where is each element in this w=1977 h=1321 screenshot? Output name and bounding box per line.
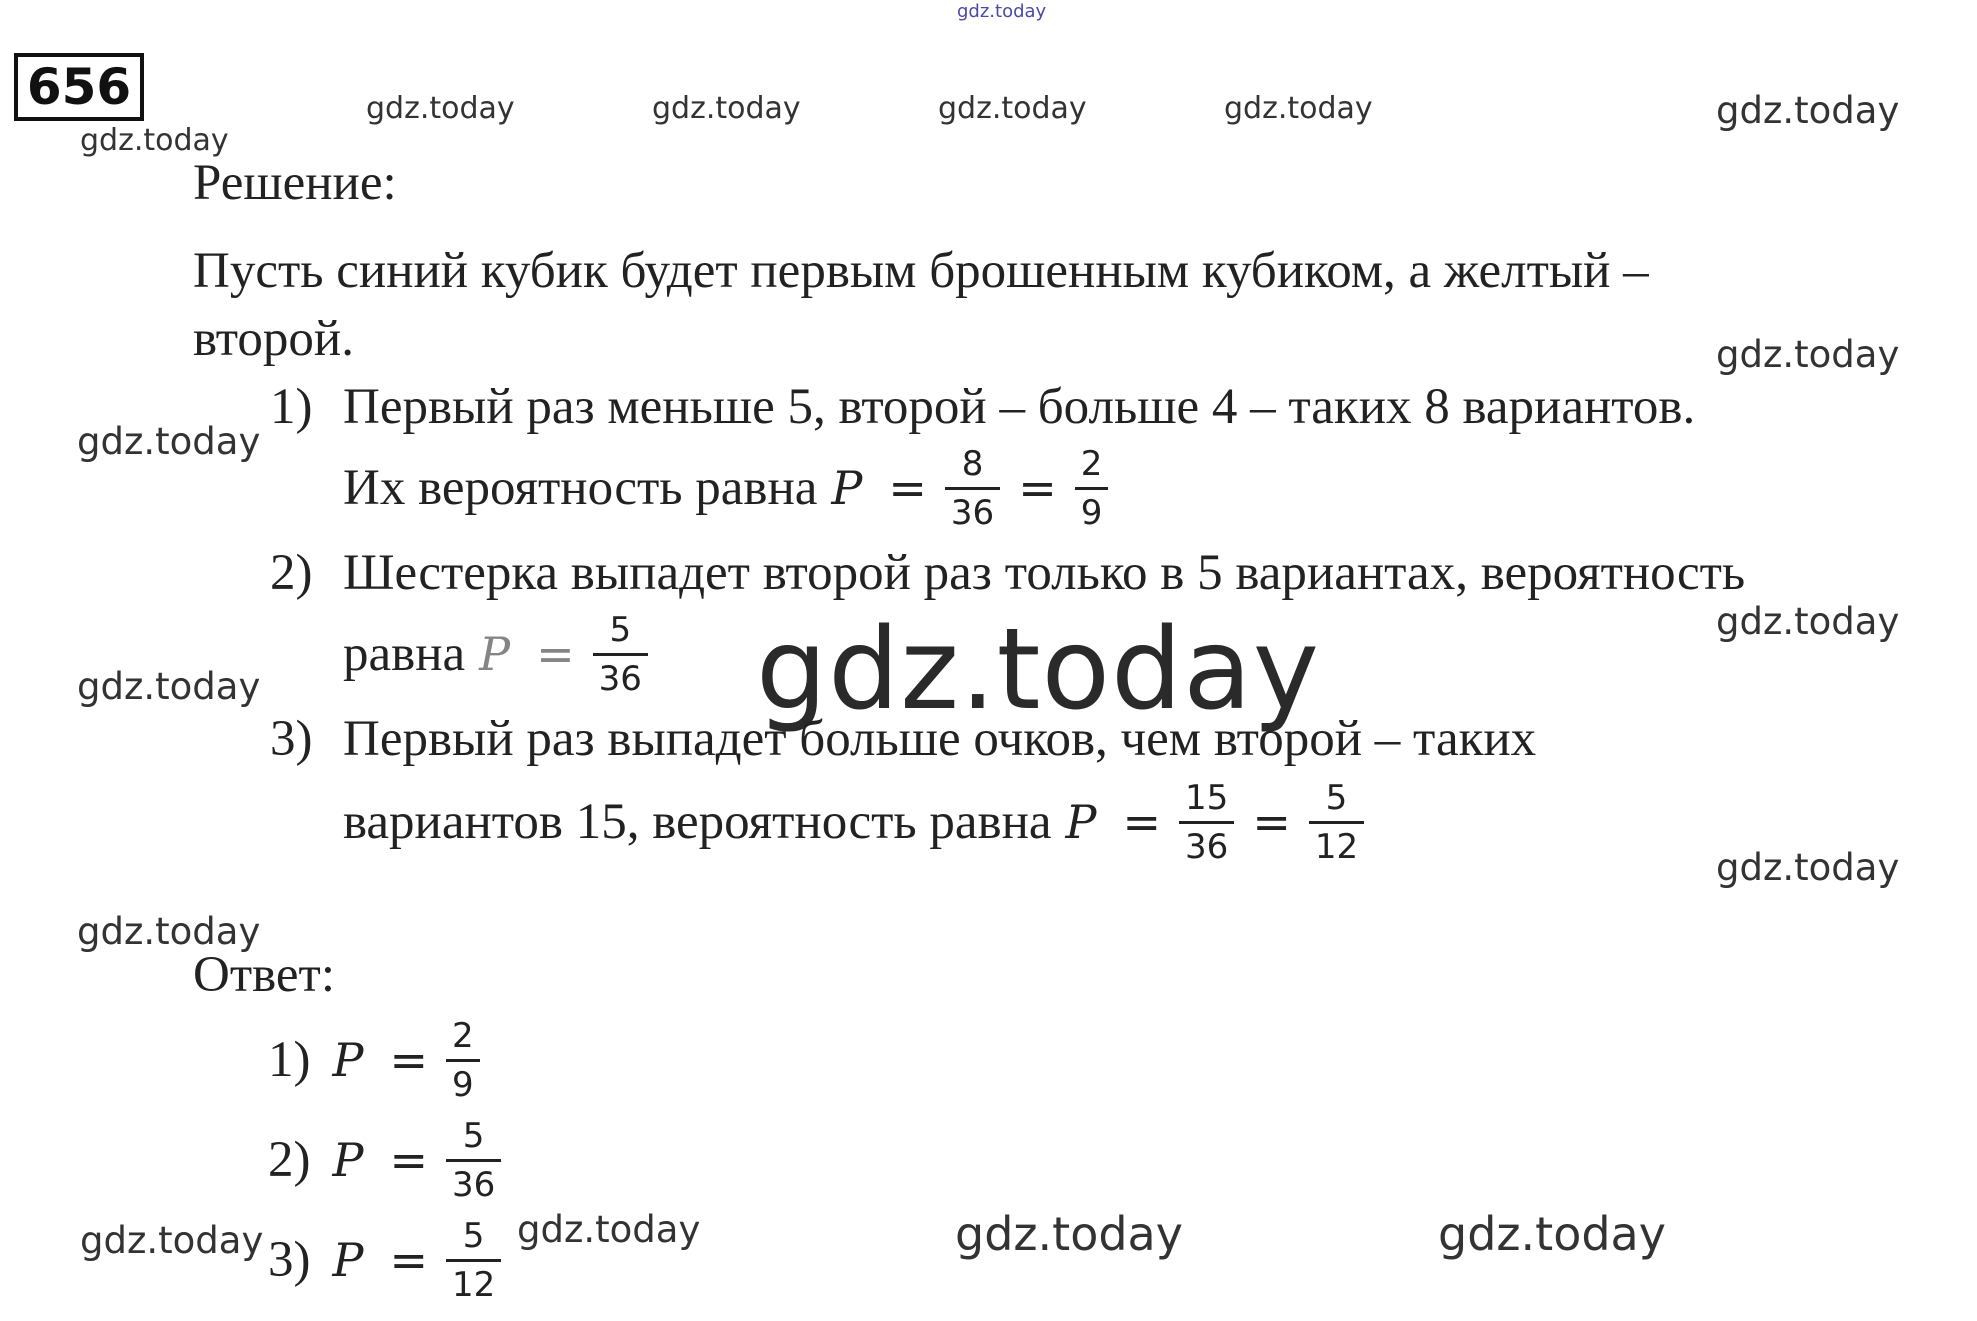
watermark: gdz.today xyxy=(517,1208,701,1251)
answer-1-number: 1) xyxy=(268,1031,311,1088)
watermark-top-center: gdz.today xyxy=(957,1,1047,22)
item-2-number: 2) xyxy=(270,545,313,601)
item-2-line-2 xyxy=(343,604,652,704)
watermark: gdz.today xyxy=(80,1219,264,1262)
watermark: gdz.today xyxy=(77,910,261,953)
fraction-numerator: 5 xyxy=(462,1115,485,1156)
equals-sign: = xyxy=(389,1033,428,1087)
fraction-numerator: 15 xyxy=(1185,777,1229,818)
watermark: gdz.today xyxy=(366,91,515,126)
item-1-number: 1) xyxy=(270,379,313,435)
fraction xyxy=(1179,777,1234,867)
item-1-line-1: Первый раз меньше 5, второй – больше 4 – таких 8 вариантов. xyxy=(343,379,1696,435)
fraction-denominator: 12 xyxy=(1314,826,1359,867)
answer-2-number: 2) xyxy=(268,1131,311,1188)
fraction-denominator: 9 xyxy=(451,1064,474,1105)
watermark: gdz.today xyxy=(77,665,261,708)
problem-number-badge: 656 xyxy=(14,53,144,121)
fraction xyxy=(446,1115,501,1205)
math-variable-p: P xyxy=(1065,795,1097,849)
item-3-line-2 xyxy=(343,772,1368,872)
item-3-number: 3) xyxy=(270,711,313,767)
fraction-numerator: 5 xyxy=(1325,777,1348,818)
intro-line-2: второй. xyxy=(193,311,354,367)
item-1-line-2-text: Их вероятность равна xyxy=(343,459,818,516)
answer-3 xyxy=(268,1210,505,1310)
answer-heading: Ответ: xyxy=(193,947,335,1003)
fraction-numerator: 2 xyxy=(1080,443,1103,484)
watermark: gdz.today xyxy=(1438,1207,1666,1261)
fraction-denominator: 36 xyxy=(950,492,995,533)
answer-3-number: 3) xyxy=(268,1231,311,1288)
watermark: gdz.today xyxy=(1716,600,1900,643)
equals-sign: = xyxy=(389,1133,428,1187)
equals-sign: = xyxy=(389,1233,428,1287)
item-2-line-1: Шестерка выпадет второй раз только в 5 вариантах, вероятность xyxy=(343,545,1746,601)
equals-sign: = xyxy=(1252,795,1291,849)
equals-sign: = xyxy=(1018,461,1057,515)
equals-sign: = xyxy=(888,461,927,515)
fraction xyxy=(446,1215,501,1305)
math-variable-p: P xyxy=(479,627,511,681)
equals-sign: = xyxy=(1122,795,1162,849)
math-variable-p: P xyxy=(332,1033,364,1087)
item-1-line-2 xyxy=(343,438,1112,538)
math-variable-p: P xyxy=(831,461,863,515)
watermark: gdz.today xyxy=(1716,846,1900,889)
watermark: gdz.today xyxy=(80,123,229,158)
watermark: gdz.today xyxy=(955,1207,1183,1261)
watermark: gdz.today xyxy=(938,91,1087,126)
fraction xyxy=(446,1015,480,1105)
fraction-denominator: 9 xyxy=(1080,492,1103,533)
watermark: gdz.today xyxy=(1224,91,1373,126)
equals-sign: = xyxy=(536,627,575,681)
math-variable-p: P xyxy=(332,1233,364,1287)
fraction-numerator: 2 xyxy=(451,1015,474,1056)
watermark: gdz.today xyxy=(77,420,261,463)
watermark: gdz.today xyxy=(652,91,801,126)
fraction-numerator: 5 xyxy=(462,1215,485,1256)
fraction xyxy=(945,443,1000,533)
item-2-line-2-text: равна xyxy=(343,625,466,682)
fraction xyxy=(1075,443,1109,533)
watermark: gdz.today xyxy=(1716,89,1900,132)
answer-2 xyxy=(268,1110,505,1210)
solution-heading: Решение: xyxy=(193,155,397,211)
item-3-line-1: Первый раз выпадет больше очков, чем второй – таких xyxy=(343,711,1537,767)
answer-1 xyxy=(268,1010,484,1110)
fraction-denominator: 36 xyxy=(598,658,642,699)
item-3-line-2-text: вариантов 15, вероятность равна xyxy=(343,793,1052,850)
fraction-denominator: 36 xyxy=(1185,826,1229,867)
fraction xyxy=(593,609,648,699)
watermark-large: gdz.today xyxy=(756,605,1321,735)
fraction-denominator: 12 xyxy=(451,1264,496,1305)
intro-line-1: Пусть синий кубик будет первым брошенным кубиком, а желтый – xyxy=(193,243,1649,299)
fraction-denominator: 36 xyxy=(451,1164,496,1205)
watermark: gdz.today xyxy=(1716,333,1900,376)
fraction-numerator: 8 xyxy=(961,443,984,484)
math-variable-p: P xyxy=(332,1133,364,1187)
fraction-numerator: 5 xyxy=(609,609,632,650)
fraction xyxy=(1309,777,1364,867)
